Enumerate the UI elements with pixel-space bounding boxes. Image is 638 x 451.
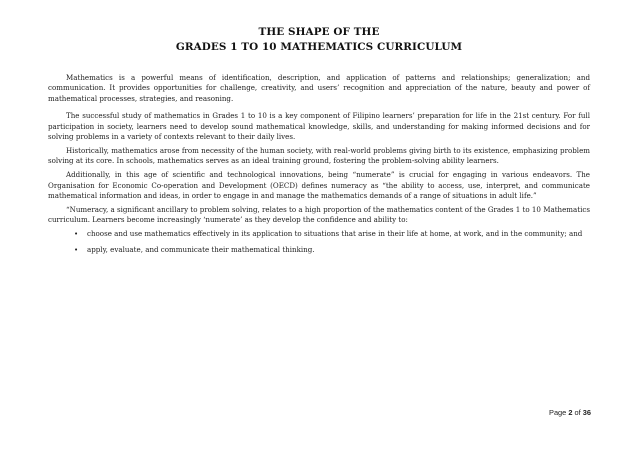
bullet-list xyxy=(48,229,590,255)
bullet-icon: • xyxy=(74,245,79,254)
paragraph-1: Mathematics is a powerful means of identification, description, and application of patterns and relationships; generalization; and communication. It provides opportunities for challenge, creativity, and users’ recognition and appreciation of the nature, beauty and power of mathematical processes, strategies, and reasoning. xyxy=(48,73,590,103)
title-line-1: THE SHAPE OF THE xyxy=(258,26,380,38)
footer-page-number: 2 xyxy=(568,408,573,417)
page-footer xyxy=(549,408,591,417)
title-line-2: GRADES 1 TO 10 MATHEMATICS CURRICULUM xyxy=(175,41,463,53)
bullet-icon: • xyxy=(74,230,79,239)
footer-total-pages: 36 xyxy=(582,408,591,417)
document-body xyxy=(48,73,590,260)
bullet-item-1 xyxy=(48,229,590,239)
footer-page-word: Page xyxy=(549,408,567,417)
bullet-item-2 xyxy=(48,245,590,255)
paragraph-5: “Numeracy, a significant ancillary to problem solving, relates to a high proportion of the mathematics content of the Grades 1 to 10 Mathematics curriculum. Learners become increasingly ‘numerate’ as they develop the confidence and ability to: xyxy=(48,204,590,225)
bullet-text-2: apply, evaluate, and communicate their mathematical thinking. xyxy=(87,244,315,254)
paragraph-4: Additionally, in this age of scientific and technological innovations, being “numerate” is crucial for engaging in various endeavors. The Organisation for Economic Co-operation and Development (OECD) defines numeracy as “the ability to access, use, interpret, and communicate mathematical information and ideas, in order to engage in and manage the mathematics demands of a range of situations in adult life.” xyxy=(48,170,590,201)
bullet-text-1: choose and use mathematics effectively in its application to situations that arise in their life at home, at work, and in the community; and xyxy=(87,229,583,239)
paragraph-3: Historically, mathematics arose from necessity of the human society, with real-world problems giving birth to its existence, emphasizing problem solving at its core. In schools, mathematics serves as an ideal training ground, fostering the problem-solving ability learners. xyxy=(48,145,590,166)
paragraph-2: The successful study of mathematics in Grades 1 to 10 is a key component of Filipino learners’ preparation for life in the 21st century. For full participation in society, learners need to develop sound mathematical knowledge, skills, and understanding for making informed decisions and for solving problems in a variety of contexts relevant to their daily lives. xyxy=(48,111,590,142)
footer-of-word: of xyxy=(574,408,581,417)
